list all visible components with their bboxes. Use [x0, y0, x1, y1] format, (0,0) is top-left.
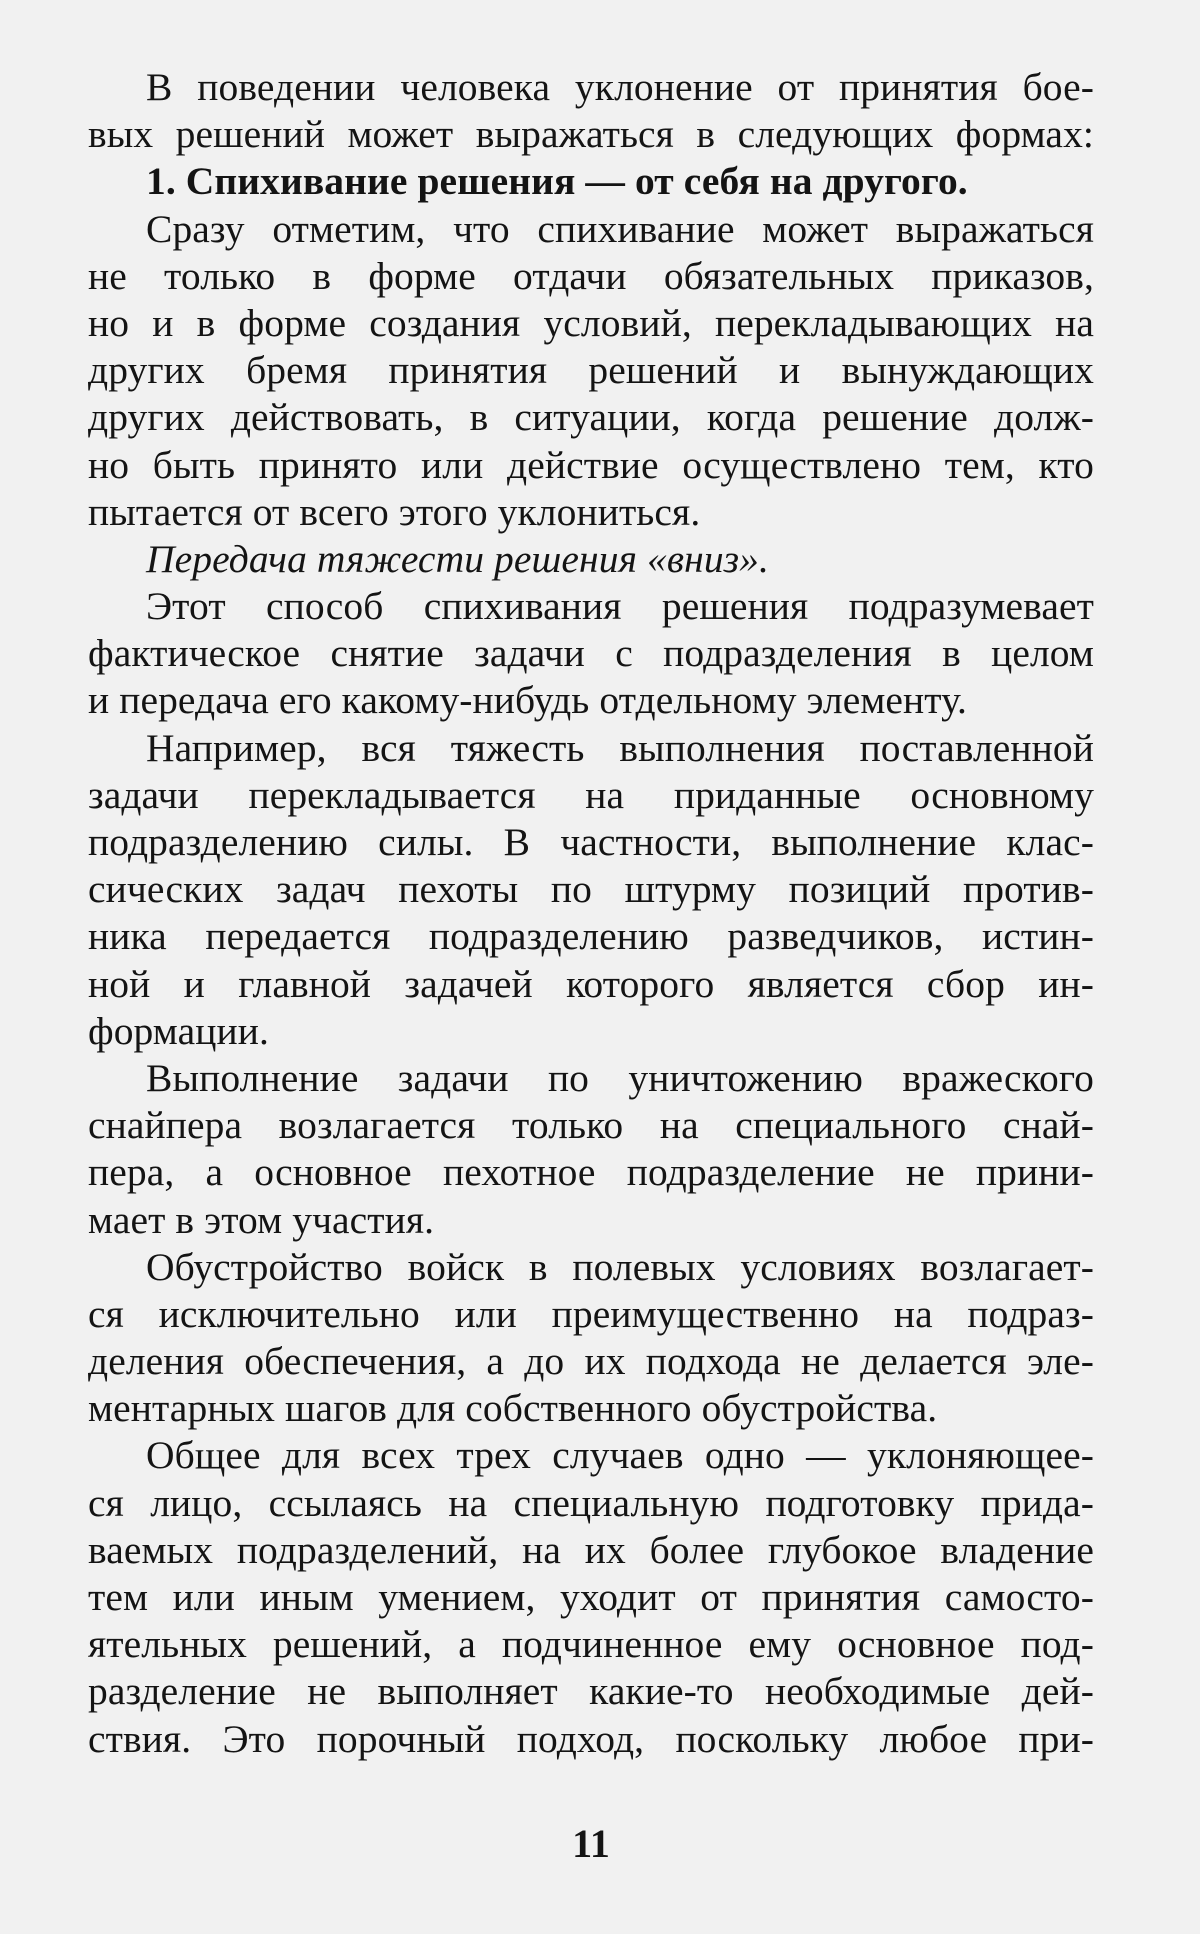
book-page [88, 64, 1094, 1904]
text-line: но быть принято или действие осуществлено тем, кто [88, 442, 1094, 487]
text-line: подразделению силы. В частности, выполнение клас- [88, 820, 1094, 864]
text-line: В поведении человека уклонение от принятия бое- [146, 65, 1094, 109]
text-line: Этот способ спихивания решения подразумевает [146, 584, 1094, 629]
text-line: ся исключительно или преимущественно на подраз- [88, 1291, 1094, 1336]
text-line: ствия. Это порочный подход, поскольку любое при- [88, 1716, 1094, 1761]
page-number: 11 [572, 1821, 610, 1866]
body-text [88, 64, 1094, 1763]
text-line: мает в этом участия. [88, 1197, 435, 1242]
section-heading: 1. Спихивание решения — от себя на другого. [146, 159, 968, 204]
text-line: но и в форме создания условий, перекладывающих на [88, 300, 1094, 345]
text-line: сических задач пехоты по штурму позиций против- [88, 867, 1094, 912]
text-line: формации. [88, 1008, 269, 1053]
subsection-heading: Передача тяжести решения «вниз». [146, 536, 770, 581]
text-line: Обустройство войск в полевых условиях возлагает- [146, 1244, 1094, 1289]
text-line: других бремя принятия решений и вынуждающих [88, 348, 1094, 393]
text-line: Общее для всех трех случаев одно — уклоняющее- [146, 1433, 1094, 1478]
text-line: снайпера возлагается только на специального снай- [88, 1103, 1094, 1148]
text-line: тем или иным умением, уходит от принятия самосто- [88, 1575, 1094, 1619]
text-line: ментарных шагов для собственного обустройства. [88, 1386, 938, 1431]
text-line: деления обеспечения, а до их подхода не делается эле- [88, 1339, 1094, 1384]
text-line: Выполнение задачи по уничтожению вражеского [146, 1055, 1094, 1100]
text-line: не только в форме отдачи обязательных приказов, [88, 253, 1094, 298]
text-line: других действовать, в ситуации, когда решение долж- [88, 395, 1094, 440]
text-line: ника передается подразделению разведчиков, истин- [88, 914, 1094, 959]
text-line: разделение не выполняет какие-то необходимые дей- [88, 1669, 1094, 1714]
text-line: ятельных решений, а подчиненное ему основное под- [88, 1622, 1094, 1667]
text-line: ваемых подразделений, на их более глубокое владение [88, 1527, 1094, 1572]
text-line: Например, вся тяжесть выполнения поставленной [146, 725, 1094, 770]
text-line: Сразу отметим, что спихивание может выражаться [146, 206, 1094, 251]
text-line: пытается от всего этого уклониться. [88, 489, 701, 534]
text-line: пера, а основное пехотное подразделение не прини- [88, 1150, 1094, 1195]
text-line: и передача его какому-нибудь отдельному элементу. [88, 678, 968, 723]
text-line: вых решений может выражаться в следующих формах: [88, 112, 1094, 157]
text-line: задачи перекладывается на приданные основному [88, 772, 1094, 817]
text-line: ной и главной задачей которого является сбор ин- [88, 961, 1094, 1006]
text-line: ся лицо, ссылаясь на специальную подготовку прида- [88, 1480, 1094, 1525]
text-line: фактическое снятие задачи с подразделения в целом [88, 631, 1094, 676]
